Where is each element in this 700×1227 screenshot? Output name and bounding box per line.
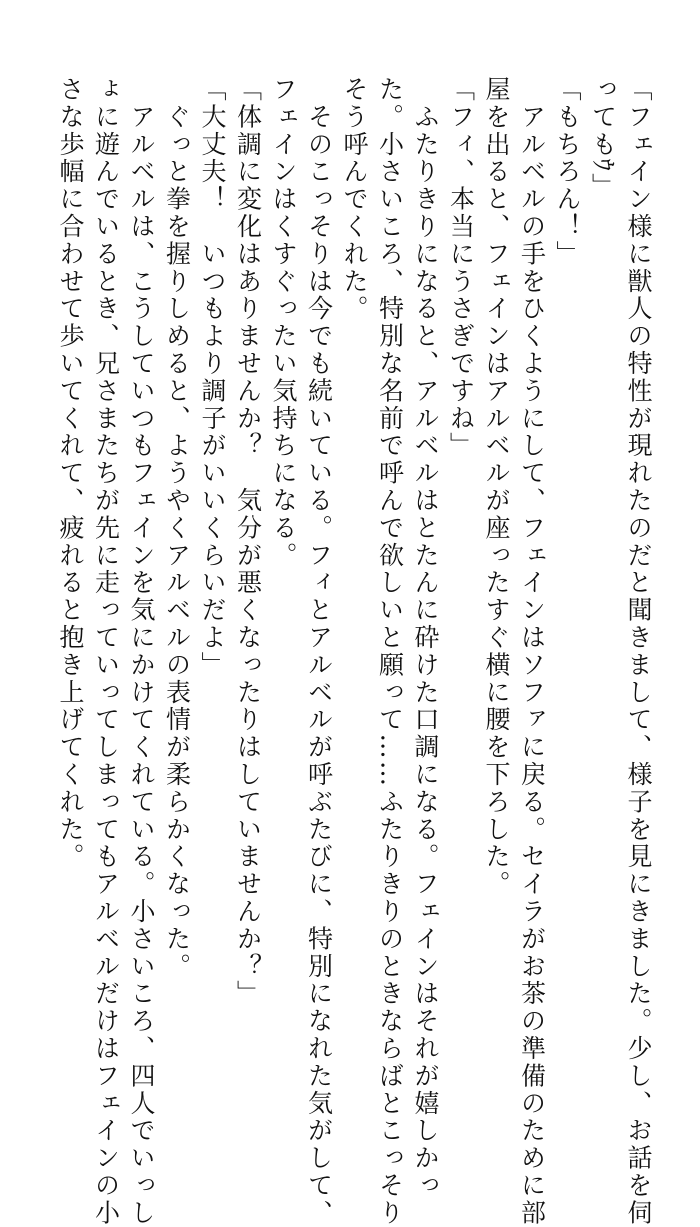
text-line-9: そう呼んでくれた。 [340,76,369,323]
text-line-1: 「フェイン様に獣人の特性が現れたのだと聞きまして、様子を見にきました。少し、お話を伺 [624,76,653,1227]
text-line-16: ょに遊んでいるとき、兄さまたちが先に走っていってしまってもアルベルだけはフェインの小 [91,76,121,1227]
text-line-11: フェインはくすぐったい気持ちになる。 [269,76,298,570]
text-line-12: 「体調に変化はありませんか？ 気分が悪くなったりはしていませんか？」 [233,76,263,1008]
text-line-4: アルベルの手をひくようにして、フェインはソファに戻る。セイラがお茶の準備のために部 [517,76,547,1227]
text-line-5: 屋を出ると、フェインはアルベルが座ったすぐ横に腰を下ろした。 [482,76,511,898]
text-line-17: さな歩幅に合わせて歩いてくれて、疲れると抱き上げてくれた。 [56,76,85,871]
text-line-6: 「フィ、本当にうさぎですね」 [446,76,476,460]
text-line-2: ってもｳ」 [588,76,618,201]
text-line-3: 「もちろん！」 [553,76,582,268]
text-line-7: ふたりきりになると、アルベルはとたんに砕けた口調になる。フェインはそれが嬉しかっ [411,76,440,1200]
text-line-10: そのこっそりは今でも続いている。フィとアルベルが呼ぶたびに、特別になれた気がして、 [304,76,334,1227]
text-line-8: た。小さいころ、特別な名前で呼んで欲しいと願って……ふたりきりのときならばとこっそり [375,76,405,1227]
vertical-text-body [53,76,657,1227]
text-line-15: アルベルは、こうしていつもフェインを気にかけてくれている。小さいころ、四人でいっし [127,76,156,1227]
text-line-14: ぐっと拳を握りしめると、ようやくアルベルの表情が柔らかくなった。 [162,76,192,981]
text-line-13: 「大丈夫！ いつもより調子がいいくらいだよ」 [198,76,227,679]
